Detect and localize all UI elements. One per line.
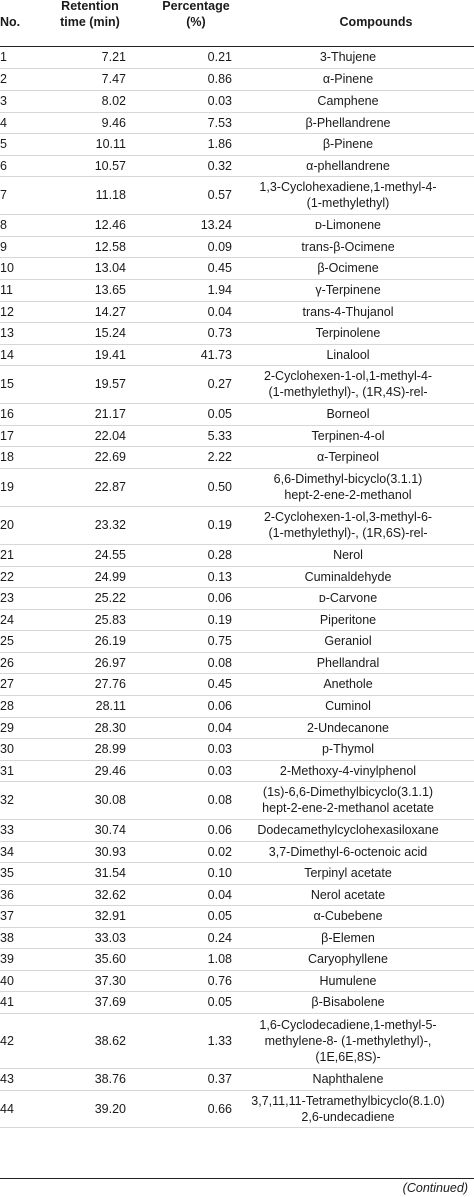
compound-cell: 2-Methoxy-4-vinylphenol [232, 760, 474, 781]
retention-time-cell: 7.47 [40, 68, 126, 90]
retention-time-cell: 9.46 [40, 112, 126, 133]
row-number: 38 [0, 927, 40, 948]
table-row [0, 760, 474, 781]
row-number: 39 [0, 948, 40, 970]
compound-cell: 2-Cyclohexen-1-ol,3-methyl-6- (1-methylethyl)-, (1R,6S)-rel- [232, 506, 474, 544]
compound-cell: Cuminaldehyde [232, 566, 474, 587]
row-number: 37 [0, 905, 40, 927]
row-number: 25 [0, 630, 40, 652]
percentage-cell: 0.03 [126, 738, 232, 760]
table-row [0, 301, 474, 322]
retention-time-cell: 19.41 [40, 344, 126, 365]
compound-cell: α-Pinene [232, 68, 474, 90]
row-number: 33 [0, 819, 40, 841]
row-number: 18 [0, 446, 40, 468]
compound-cell: Terpinolene [232, 322, 474, 344]
retention-time-cell: 30.08 [40, 781, 126, 819]
table-row [0, 695, 474, 717]
compound-cell: 2-Cyclohexen-1-ol,1-methyl-4- (1-methylethyl)-, (1R,4S)-rel- [232, 365, 474, 403]
row-number: 20 [0, 506, 40, 544]
percentage-cell: 41.73 [126, 344, 232, 365]
percentage-cell: 0.32 [126, 155, 232, 176]
compound-cell: β-Ocimene [232, 257, 474, 279]
compound-cell: β-Elemen [232, 927, 474, 948]
percentage-cell: 5.33 [126, 425, 232, 446]
row-number: 15 [0, 365, 40, 403]
table-row [0, 322, 474, 344]
percentage-cell: 0.57 [126, 176, 232, 214]
compound-cell: Dodecamethylcyclohexasiloxane [232, 819, 474, 841]
table-row [0, 279, 474, 301]
row-number: 31 [0, 760, 40, 781]
compound-cell: 3,7,11,11-Tetramethylbicyclo(8.1.0) 2,6-undecadiene [232, 1090, 474, 1127]
retention-time-cell: 28.30 [40, 717, 126, 738]
retention-time-cell: 12.58 [40, 236, 126, 257]
table-row [0, 781, 474, 819]
retention-time-cell: 25.83 [40, 609, 126, 630]
percentage-cell: 0.19 [126, 609, 232, 630]
continued-note: (Continued) [402, 1181, 468, 1195]
retention-time-cell: 7.21 [40, 47, 126, 68]
percentage-cell: 1.33 [126, 1013, 232, 1068]
retention-time-cell: 35.60 [40, 948, 126, 970]
percentage-cell: 0.27 [126, 365, 232, 403]
percentage-cell: 0.03 [126, 760, 232, 781]
retention-time-cell: 25.22 [40, 587, 126, 609]
compound-cell: trans-4-Thujanol [232, 301, 474, 322]
compound-cell: Cuminol [232, 695, 474, 717]
percentage-cell: 0.19 [126, 506, 232, 544]
percentage-cell: 0.45 [126, 673, 232, 695]
table-row [0, 1013, 474, 1068]
percentage-cell: 0.50 [126, 468, 232, 506]
row-number: 2 [0, 68, 40, 90]
percentage-cell: 2.22 [126, 446, 232, 468]
retention-time-cell: 32.62 [40, 884, 126, 905]
table-row [0, 991, 474, 1013]
table-row [0, 566, 474, 587]
row-number: 43 [0, 1068, 40, 1090]
row-number: 13 [0, 322, 40, 344]
percentage-cell: 0.09 [126, 236, 232, 257]
row-number: 1 [0, 47, 40, 68]
row-number: 14 [0, 344, 40, 365]
table-row [0, 717, 474, 738]
header-retention-line2: time (min) [60, 15, 120, 29]
row-number: 21 [0, 544, 40, 566]
row-number: 10 [0, 257, 40, 279]
table-row [0, 236, 474, 257]
percentage-cell: 0.08 [126, 781, 232, 819]
retention-time-cell: 11.18 [40, 176, 126, 214]
compound-cell: 1,3-Cyclohexadiene,1-methyl-4- (1-methylethyl) [232, 176, 474, 214]
retention-time-cell: 24.55 [40, 544, 126, 566]
percentage-cell: 0.06 [126, 695, 232, 717]
percentage-cell: 0.24 [126, 927, 232, 948]
retention-time-cell: 38.76 [40, 1068, 126, 1090]
row-number: 42 [0, 1013, 40, 1068]
row-number: 32 [0, 781, 40, 819]
compounds-table [0, 47, 474, 1128]
retention-time-cell: 30.74 [40, 819, 126, 841]
table-row [0, 819, 474, 841]
compound-cell: Geraniol [232, 630, 474, 652]
percentage-cell: 0.04 [126, 717, 232, 738]
row-number: 9 [0, 236, 40, 257]
row-number: 40 [0, 970, 40, 991]
compound-cell: (1s)-6,6-Dimethylbicyclo(3.1.1) hept-2-ene-2-methanol acetate [232, 781, 474, 819]
table-row [0, 1068, 474, 1090]
retention-time-cell: 15.24 [40, 322, 126, 344]
percentage-cell: 0.06 [126, 587, 232, 609]
header-percentage-line1: Percentage [162, 0, 230, 13]
row-number: 41 [0, 991, 40, 1013]
row-number: 12 [0, 301, 40, 322]
compound-cell: Naphthalene [232, 1068, 474, 1090]
header-compounds: Compounds [339, 15, 413, 29]
compound-cell: 6,6-Dimethyl-bicyclo(3.1.1) hept-2-ene-2-methanol [232, 468, 474, 506]
percentage-cell: 0.76 [126, 970, 232, 991]
row-number: 34 [0, 841, 40, 862]
row-number: 26 [0, 652, 40, 673]
row-number: 24 [0, 609, 40, 630]
retention-time-cell: 31.54 [40, 862, 126, 884]
retention-time-cell: 28.11 [40, 695, 126, 717]
table-row [0, 133, 474, 155]
percentage-cell: 0.86 [126, 68, 232, 90]
retention-time-cell: 33.03 [40, 927, 126, 948]
compound-cell: Linalool [232, 344, 474, 365]
percentage-cell: 0.04 [126, 884, 232, 905]
table-row [0, 425, 474, 446]
row-number: 27 [0, 673, 40, 695]
percentage-cell: 0.45 [126, 257, 232, 279]
compound-cell: 2-Undecanone [232, 717, 474, 738]
header-percentage [150, 0, 242, 30]
compound-cell: Terpinen-4-ol [232, 425, 474, 446]
retention-time-cell: 37.69 [40, 991, 126, 1013]
row-number: 44 [0, 1090, 40, 1127]
retention-time-cell: 23.32 [40, 506, 126, 544]
compound-cell: ᴅ-Carvone [232, 587, 474, 609]
retention-time-cell: 26.97 [40, 652, 126, 673]
retention-time-cell: 22.69 [40, 446, 126, 468]
compound-cell: 1,6-Cyclodecadiene,1-methyl-5- methylene-8- (1-methylethyl)-, (1E,6E,8S)- [232, 1013, 474, 1068]
retention-time-cell: 19.57 [40, 365, 126, 403]
table-row [0, 862, 474, 884]
table-row [0, 884, 474, 905]
percentage-cell: 0.75 [126, 630, 232, 652]
retention-time-cell: 27.76 [40, 673, 126, 695]
retention-time-cell: 13.04 [40, 257, 126, 279]
row-number: 7 [0, 176, 40, 214]
table-row [0, 738, 474, 760]
percentage-cell: 1.94 [126, 279, 232, 301]
retention-time-cell: 22.87 [40, 468, 126, 506]
compound-cell: Nerol [232, 544, 474, 566]
retention-time-cell: 37.30 [40, 970, 126, 991]
compound-cell: Caryophyllene [232, 948, 474, 970]
percentage-cell: 0.13 [126, 566, 232, 587]
header-no: No. [0, 15, 21, 29]
compound-cell: 3,7-Dimethyl-6-octenoic acid [232, 841, 474, 862]
row-number: 35 [0, 862, 40, 884]
percentage-cell: 0.03 [126, 90, 232, 112]
compound-cell: Nerol acetate [232, 884, 474, 905]
retention-time-cell: 26.19 [40, 630, 126, 652]
header-retention-time [40, 0, 140, 30]
table-row [0, 905, 474, 927]
table-row [0, 609, 474, 630]
percentage-cell: 0.02 [126, 841, 232, 862]
compound-cell: 3-Thujene [232, 47, 474, 68]
table-row [0, 506, 474, 544]
percentage-cell: 0.73 [126, 322, 232, 344]
table-bottom-rule [0, 1178, 474, 1179]
retention-time-cell: 39.20 [40, 1090, 126, 1127]
row-number: 4 [0, 112, 40, 133]
percentage-cell: 13.24 [126, 214, 232, 236]
compound-cell: p-Thymol [232, 738, 474, 760]
row-number: 16 [0, 403, 40, 425]
table-row [0, 468, 474, 506]
compound-cell: Borneol [232, 403, 474, 425]
row-number: 36 [0, 884, 40, 905]
percentage-cell: 0.21 [126, 47, 232, 68]
retention-time-cell: 24.99 [40, 566, 126, 587]
percentage-cell: 0.37 [126, 1068, 232, 1090]
retention-time-cell: 10.57 [40, 155, 126, 176]
table-row [0, 47, 474, 68]
row-number: 3 [0, 90, 40, 112]
retention-time-cell: 32.91 [40, 905, 126, 927]
table-row [0, 587, 474, 609]
table-row [0, 1090, 474, 1127]
row-number: 19 [0, 468, 40, 506]
percentage-cell: 0.06 [126, 819, 232, 841]
table-row [0, 927, 474, 948]
percentage-cell: 0.28 [126, 544, 232, 566]
table-header [0, 0, 474, 47]
compound-cell: β-Bisabolene [232, 991, 474, 1013]
row-number: 30 [0, 738, 40, 760]
table-row [0, 112, 474, 133]
retention-time-cell: 28.99 [40, 738, 126, 760]
row-number: 17 [0, 425, 40, 446]
table-row [0, 446, 474, 468]
percentage-cell: 0.05 [126, 991, 232, 1013]
compound-cell: β-Pinene [232, 133, 474, 155]
table-row [0, 257, 474, 279]
retention-time-cell: 12.46 [40, 214, 126, 236]
row-number: 6 [0, 155, 40, 176]
row-number: 28 [0, 695, 40, 717]
compound-cell: trans-β-Ocimene [232, 236, 474, 257]
table-body [0, 47, 474, 1127]
percentage-cell: 1.08 [126, 948, 232, 970]
retention-time-cell: 29.46 [40, 760, 126, 781]
row-number: 11 [0, 279, 40, 301]
table-row [0, 365, 474, 403]
table-row [0, 841, 474, 862]
compound-cell: Anethole [232, 673, 474, 695]
table-row [0, 214, 474, 236]
compound-cell: Phellandral [232, 652, 474, 673]
table-row [0, 344, 474, 365]
compound-cell: α-phellandrene [232, 155, 474, 176]
table-row [0, 90, 474, 112]
compound-cell: α-Cubebene [232, 905, 474, 927]
percentage-cell: 0.04 [126, 301, 232, 322]
compound-cell: Camphene [232, 90, 474, 112]
retention-time-cell: 21.17 [40, 403, 126, 425]
row-number: 23 [0, 587, 40, 609]
retention-time-cell: 14.27 [40, 301, 126, 322]
compound-cell: γ-Terpinene [232, 279, 474, 301]
table-row [0, 652, 474, 673]
retention-time-cell: 8.02 [40, 90, 126, 112]
header-retention-line1: Retention [61, 0, 119, 13]
table-row [0, 176, 474, 214]
percentage-cell: 0.05 [126, 403, 232, 425]
compound-cell: β-Phellandrene [232, 112, 474, 133]
compound-cell: α-Terpineol [232, 446, 474, 468]
percentage-cell: 0.10 [126, 862, 232, 884]
table-row [0, 403, 474, 425]
table-row [0, 68, 474, 90]
retention-time-cell: 10.11 [40, 133, 126, 155]
row-number: 22 [0, 566, 40, 587]
row-number: 29 [0, 717, 40, 738]
retention-time-cell: 30.93 [40, 841, 126, 862]
table-row [0, 970, 474, 991]
percentage-cell: 0.08 [126, 652, 232, 673]
row-number: 8 [0, 214, 40, 236]
table-row [0, 630, 474, 652]
table-row [0, 544, 474, 566]
retention-time-cell: 22.04 [40, 425, 126, 446]
compound-cell: Humulene [232, 970, 474, 991]
compound-cell: ᴅ-Limonene [232, 214, 474, 236]
compound-cell: Terpinyl acetate [232, 862, 474, 884]
percentage-cell: 1.86 [126, 133, 232, 155]
table-row [0, 673, 474, 695]
table-row [0, 155, 474, 176]
compound-cell: Piperitone [232, 609, 474, 630]
percentage-cell: 7.53 [126, 112, 232, 133]
retention-time-cell: 38.62 [40, 1013, 126, 1068]
retention-time-cell: 13.65 [40, 279, 126, 301]
header-percentage-line2: (%) [186, 15, 206, 29]
row-number: 5 [0, 133, 40, 155]
percentage-cell: 0.05 [126, 905, 232, 927]
percentage-cell: 0.66 [126, 1090, 232, 1127]
table-row [0, 948, 474, 970]
